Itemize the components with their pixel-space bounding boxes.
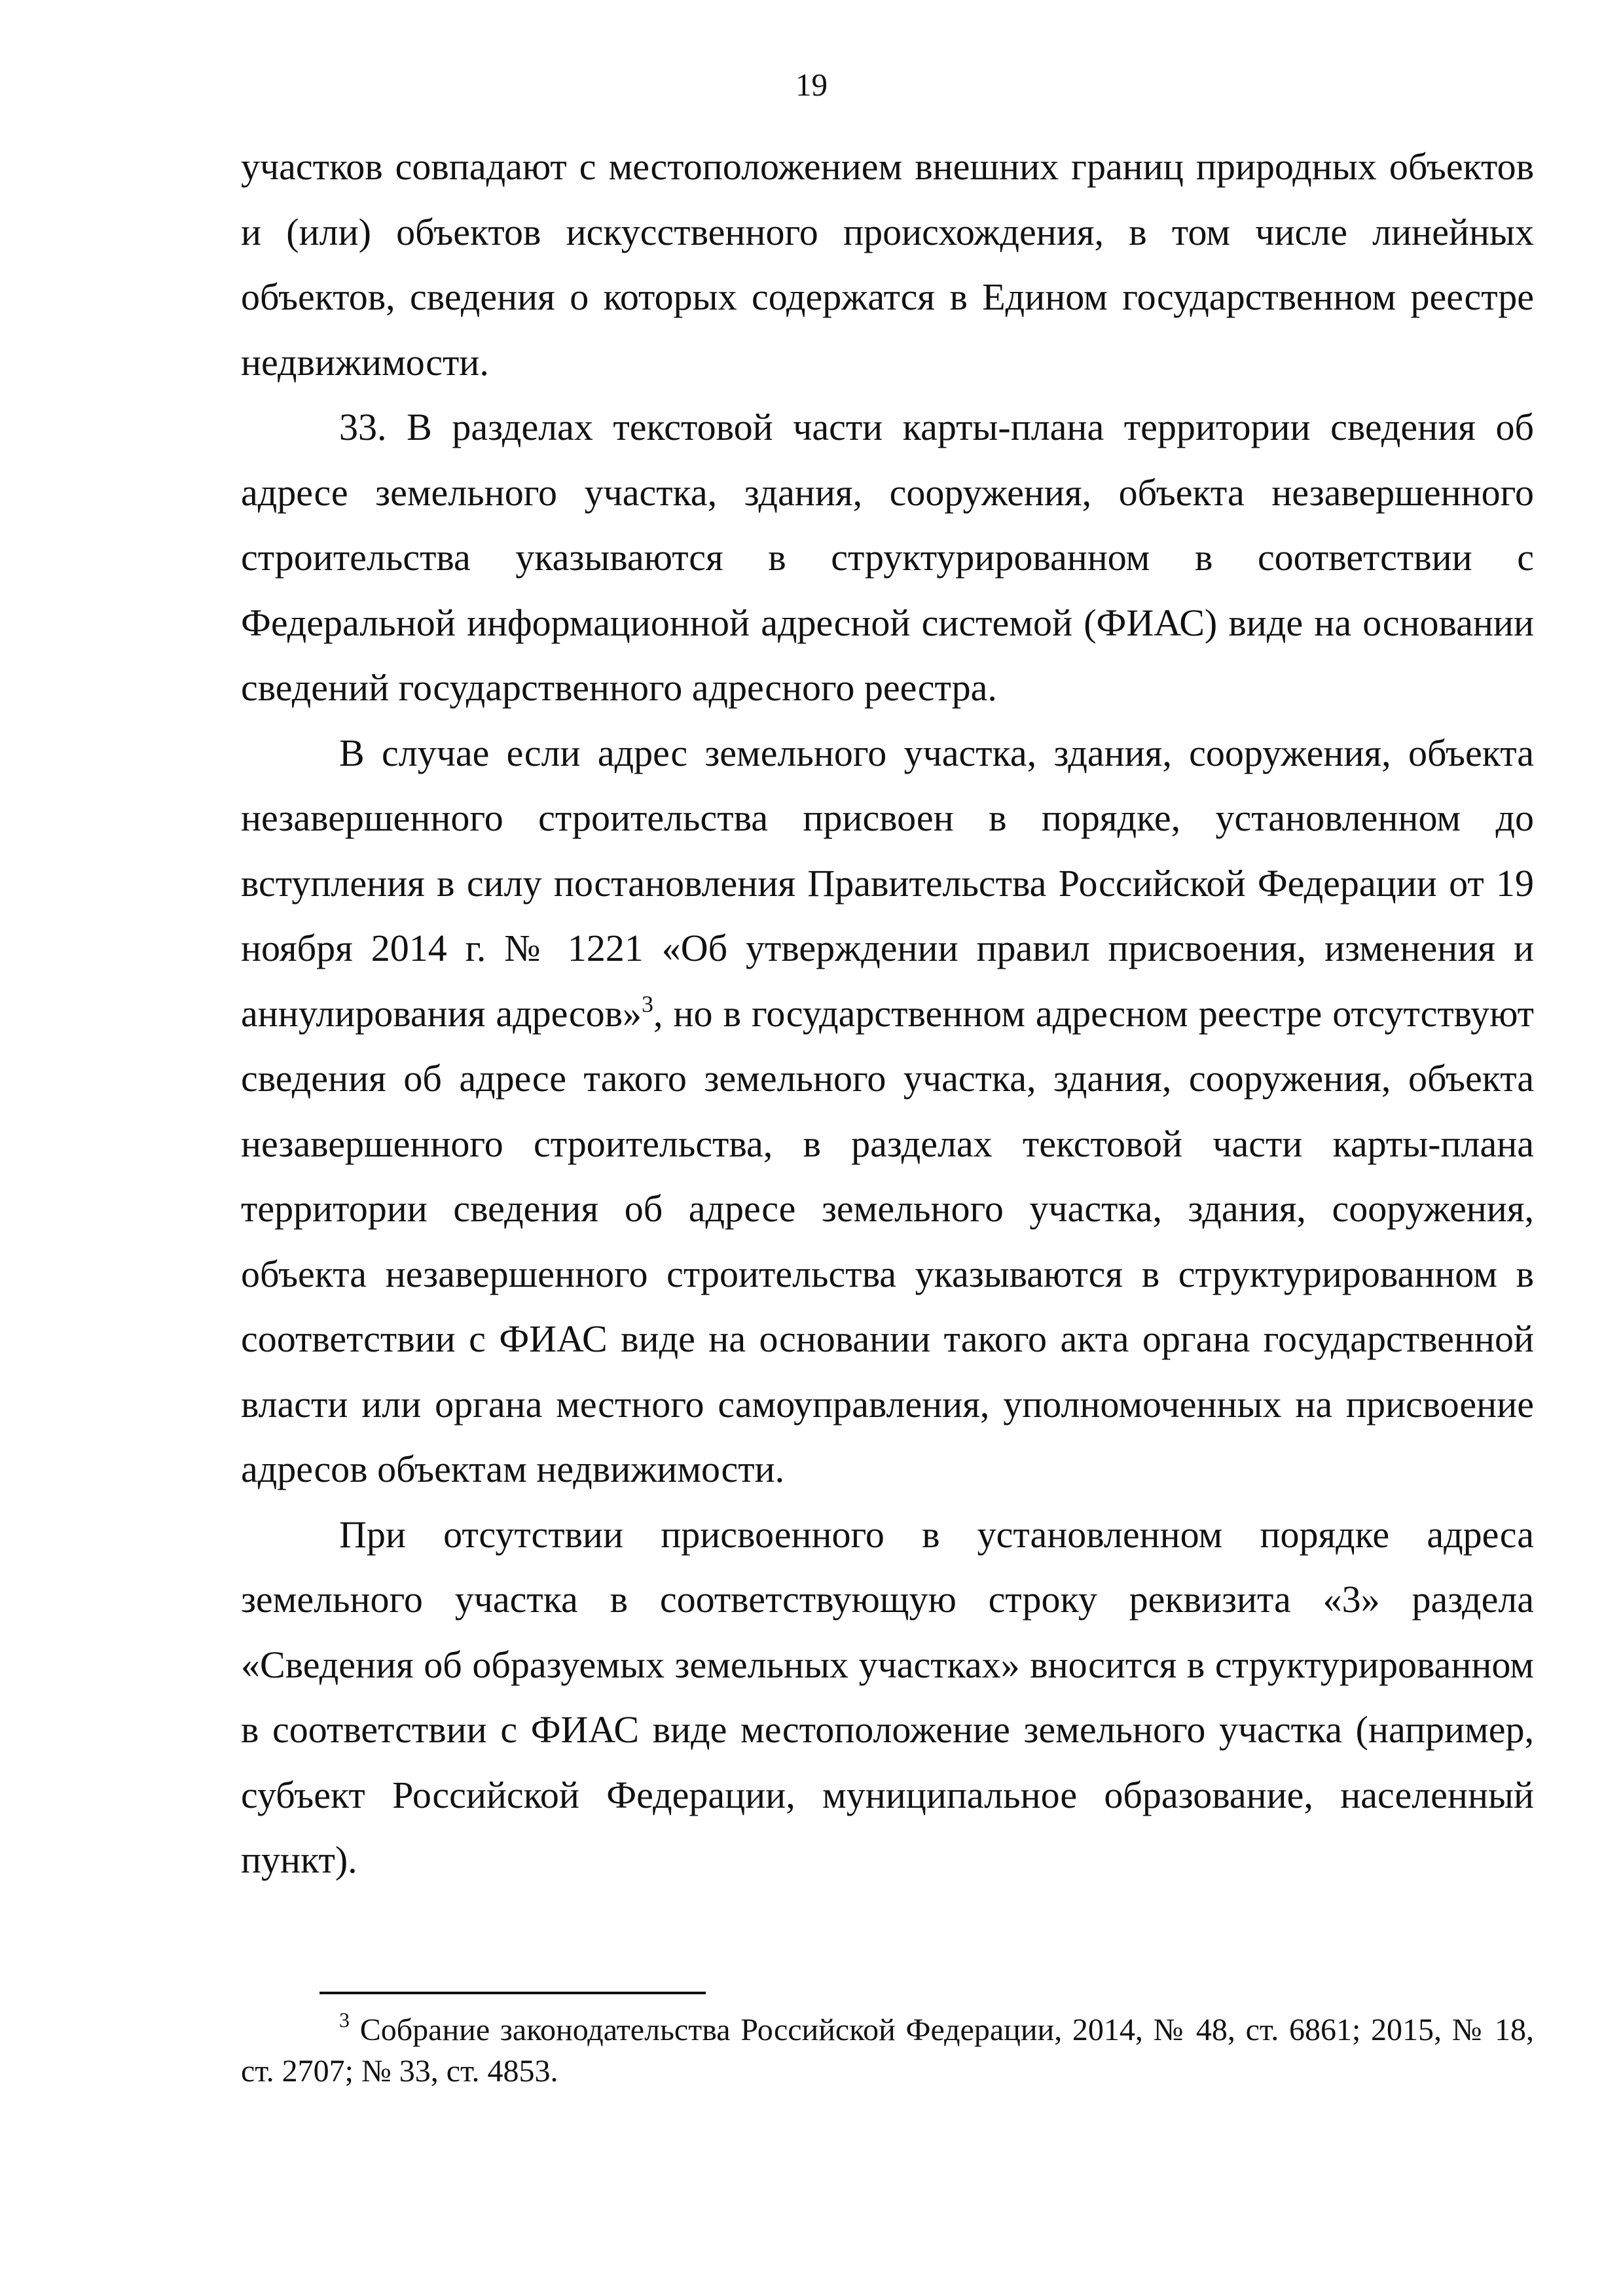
paragraph-address-assignment (241, 721, 1534, 1502)
footnote-text: Собрание законодательства Российской Федерации, 2014, № 48, ст. 6861; 2015, № 18, ст. 2707; № 33, ст. 4853. (241, 2013, 1534, 2089)
footnote-separator (319, 1992, 706, 1994)
footnote (241, 2009, 1534, 2092)
footnote-mark: 3 (339, 2008, 350, 2032)
document-body (241, 134, 1534, 1893)
paragraph-text-before-footnote-ref: В случае если адрес земельного участка, здания, сооружения, объекта незавершенного строительства присвоен в порядке, установленном до вступления в силу постановления Правительства Российской Федерации от 19 ноября 2014 г. № 1221 «Об утверждении правил присвоения, изменения и аннулирования адресов» (241, 731, 1534, 1035)
footnote-reference: 3 (641, 990, 653, 1017)
paragraph-continuation: участков совпадают с местоположением внешних границ природных объектов и (или) объектов искусственного происхождения, в том числе линейных объектов, сведения о которых содержатся в Едином государственном реестре недвижимости. (241, 145, 1534, 384)
paragraph-no-address: При отсутствии присвоенного в установленном порядке адреса земельного участка в соответствующую строку реквизита «3» раздела «Сведения об образуемых земельных участках» вносится в структурированном в соответствии с ФИАС виде местоположение земельного участка (например, субъект Российской Федерации, муниципальное образование, населенный пункт). (241, 1513, 1534, 1881)
paragraph-item-33: 33. В разделах текстовой части карты-плана территории сведения об адресе земельного участка, здания, сооружения, объекта незавершенного строительства указываются в структурированном в соответствии с Федеральной информационной адресной системой (ФИАС) виде на основании сведений государственного адресного реестра. (241, 406, 1534, 709)
page-number: 19 (795, 67, 828, 103)
paragraph-text-after-footnote-ref: , но в государственном адресном реестре отсутствуют сведения об адресе такого земельного участка, здания, сооружения, объекта незавершенного строительства, в разделах текстовой части карты-плана территории сведения об адресе земельного участка, здания, сооружения, объекта незавершенного строительства указываются в структурированном в соответствии с ФИАС виде на основании такого акта органа государственной власти или органа местного самоуправления, уполномоченных на присвоение адресов объектам недвижимости. (241, 992, 1535, 1490)
